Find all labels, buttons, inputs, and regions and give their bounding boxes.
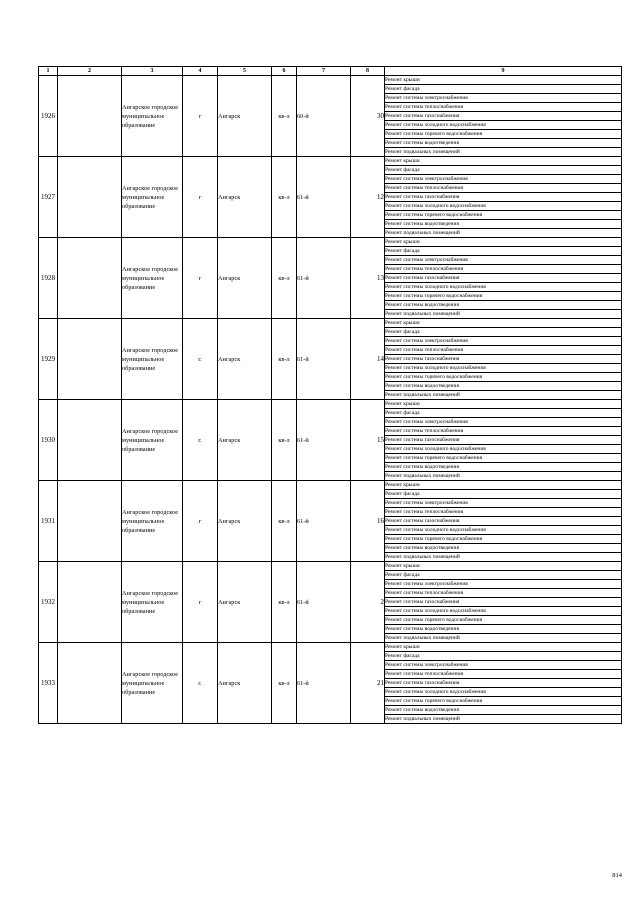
record-house: 13 — [351, 238, 385, 319]
work-item: Ремонт фасада — [385, 571, 622, 580]
record-house: 30 — [351, 76, 385, 157]
work-item: Ремонт подвальных помещений — [385, 148, 622, 157]
record-col2 — [58, 481, 122, 562]
record-col2 — [58, 76, 122, 157]
header-cell-8: 8 — [351, 67, 385, 76]
record-col2 — [58, 400, 122, 481]
record-district-type: кв-л — [272, 562, 297, 643]
record-city: Ангарск — [218, 400, 272, 481]
work-item: Ремонт системы водоотведения — [385, 625, 622, 634]
work-item: Ремонт системы газоснабжения — [385, 598, 622, 607]
work-item: Ремонт системы водоотведения — [385, 463, 622, 472]
header-row — [39, 67, 622, 76]
work-item: Ремонт системы горячего водоснабжения — [385, 616, 622, 625]
work-item: Ремонт крыши — [385, 319, 622, 328]
record-organization: Ангарское городское муниципальное образование — [122, 481, 183, 562]
table-row — [39, 481, 622, 490]
record-number: 1927 — [39, 157, 58, 238]
work-item: Ремонт системы холодного водоснабжения — [385, 202, 622, 211]
work-item: Ремонт фасада — [385, 247, 622, 256]
work-item: Ремонт фасада — [385, 409, 622, 418]
record-city: Ангарск — [218, 562, 272, 643]
work-item: Ремонт системы горячего водоснабжения — [385, 292, 622, 301]
work-item: Ремонт фасада — [385, 85, 622, 94]
work-item: Ремонт системы теплоснабжения — [385, 346, 622, 355]
record-district: 61-й — [297, 157, 351, 238]
record-col2 — [58, 238, 122, 319]
table-row — [39, 643, 622, 652]
table-row — [39, 157, 622, 166]
work-item: Ремонт системы газоснабжения — [385, 517, 622, 526]
work-item: Ремонт крыши — [385, 643, 622, 652]
table-row — [39, 319, 622, 328]
header-cell-1: 1 — [39, 67, 58, 76]
record-number: 1926 — [39, 76, 58, 157]
work-item: Ремонт системы теплоснабжения — [385, 265, 622, 274]
record-district: 61-й — [297, 400, 351, 481]
record-district: 61-й — [297, 319, 351, 400]
record-city: Ангарск — [218, 238, 272, 319]
work-item: Ремонт системы горячего водоснабжения — [385, 373, 622, 382]
header-cell-7: 7 — [297, 67, 351, 76]
work-item: Ремонт крыши — [385, 400, 622, 409]
header-cell-4: 4 — [183, 67, 218, 76]
record-organization: Ангарское городское муниципальное образование — [122, 319, 183, 400]
record-city-type: г — [183, 481, 218, 562]
record-house: 2 — [351, 562, 385, 643]
table-row — [39, 238, 622, 247]
work-item: Ремонт крыши — [385, 481, 622, 490]
record-district-type: кв-л — [272, 643, 297, 724]
work-item: Ремонт системы электроснабжения — [385, 94, 622, 103]
work-item: Ремонт фасада — [385, 166, 622, 175]
work-item: Ремонт системы электроснабжения — [385, 580, 622, 589]
header-cell-2: 2 — [58, 67, 122, 76]
header-cell-5: 5 — [218, 67, 272, 76]
record-house: 14 — [351, 319, 385, 400]
work-item: Ремонт системы горячего водоснабжения — [385, 697, 622, 706]
work-item: Ремонт системы теплоснабжения — [385, 508, 622, 517]
record-city: Ангарск — [218, 643, 272, 724]
work-item: Ремонт крыши — [385, 562, 622, 571]
record-district-type: кв-л — [272, 76, 297, 157]
work-item: Ремонт системы газоснабжения — [385, 679, 622, 688]
record-city: Ангарск — [218, 481, 272, 562]
record-city-type: г — [183, 76, 218, 157]
work-item: Ремонт подвальных помещений — [385, 229, 622, 238]
work-item: Ремонт подвальных помещений — [385, 634, 622, 643]
record-organization: Ангарское городское муниципальное образование — [122, 157, 183, 238]
work-item: Ремонт подвальных помещений — [385, 715, 622, 724]
work-item: Ремонт системы газоснабжения — [385, 112, 622, 121]
record-city-type: г — [183, 238, 218, 319]
work-item: Ремонт системы водоотведения — [385, 301, 622, 310]
record-organization: Ангарское городское муниципальное образование — [122, 76, 183, 157]
table-body — [39, 76, 622, 724]
work-item: Ремонт системы газоснабжения — [385, 193, 622, 202]
record-city-type: г — [183, 562, 218, 643]
work-item: Ремонт подвальных помещений — [385, 310, 622, 319]
record-number: 1932 — [39, 562, 58, 643]
record-organization: Ангарское городское муниципальное образование — [122, 238, 183, 319]
record-house: 12 — [351, 157, 385, 238]
record-district-type: кв-л — [272, 481, 297, 562]
work-item: Ремонт системы газоснабжения — [385, 274, 622, 283]
record-city-type: г — [183, 157, 218, 238]
record-organization: Ангарское городское муниципальное образование — [122, 643, 183, 724]
record-col2 — [58, 319, 122, 400]
work-item: Ремонт системы холодного водоснабжения — [385, 283, 622, 292]
record-district: 60-й — [297, 76, 351, 157]
work-item: Ремонт системы теплоснабжения — [385, 103, 622, 112]
work-item: Ремонт системы холодного водоснабжения — [385, 445, 622, 454]
work-item: Ремонт системы холодного водоснабжения — [385, 526, 622, 535]
work-item: Ремонт системы водоотведения — [385, 544, 622, 553]
work-item: Ремонт системы теплоснабжения — [385, 589, 622, 598]
work-item: Ремонт системы газоснабжения — [385, 436, 622, 445]
work-item: Ремонт системы холодного водоснабжения — [385, 121, 622, 130]
work-item: Ремонт подвальных помещений — [385, 472, 622, 481]
work-item: Ремонт подвальных помещений — [385, 391, 622, 400]
record-district: 61-й — [297, 481, 351, 562]
record-district-type: кв-л — [272, 400, 297, 481]
record-city: Ангарск — [218, 319, 272, 400]
record-col2 — [58, 643, 122, 724]
work-item: Ремонт системы газоснабжения — [385, 355, 622, 364]
work-item: Ремонт системы холодного водоснабжения — [385, 688, 622, 697]
table-row — [39, 76, 622, 85]
work-item: Ремонт системы электроснабжения — [385, 661, 622, 670]
work-item: Ремонт системы горячего водоснабжения — [385, 130, 622, 139]
header-cell-6: 6 — [272, 67, 297, 76]
work-item: Ремонт системы горячего водоснабжения — [385, 535, 622, 544]
record-district: 61-й — [297, 562, 351, 643]
work-item: Ремонт системы теплоснабжения — [385, 427, 622, 436]
record-organization: Ангарское городское муниципальное образование — [122, 562, 183, 643]
work-item: Ремонт системы холодного водоснабжения — [385, 364, 622, 373]
work-item: Ремонт системы электроснабжения — [385, 256, 622, 265]
record-city-type: г. — [183, 400, 218, 481]
record-district-type: кв-л — [272, 238, 297, 319]
work-item: Ремонт системы теплоснабжения — [385, 184, 622, 193]
work-item: Ремонт фасада — [385, 652, 622, 661]
record-col2 — [58, 562, 122, 643]
record-district-type: кв-л — [272, 319, 297, 400]
record-district: 61-й — [297, 643, 351, 724]
record-organization: Ангарское городское муниципальное образование — [122, 400, 183, 481]
table-row — [39, 562, 622, 571]
work-item: Ремонт подвальных помещений — [385, 553, 622, 562]
work-item: Ремонт системы водоотведения — [385, 706, 622, 715]
work-item: Ремонт системы водоотведения — [385, 139, 622, 148]
work-item: Ремонт системы электроснабжения — [385, 418, 622, 427]
works-table — [38, 66, 622, 724]
page-number: 814 — [612, 872, 622, 879]
work-item: Ремонт крыши — [385, 76, 622, 85]
record-city-type: г. — [183, 643, 218, 724]
record-number: 1929 — [39, 319, 58, 400]
record-number: 1930 — [39, 400, 58, 481]
work-item: Ремонт крыши — [385, 238, 622, 247]
record-number: 1928 — [39, 238, 58, 319]
work-item: Ремонт системы электроснабжения — [385, 175, 622, 184]
work-item: Ремонт системы электроснабжения — [385, 337, 622, 346]
work-item: Ремонт фасада — [385, 328, 622, 337]
work-item: Ремонт системы теплоснабжения — [385, 670, 622, 679]
record-col2 — [58, 157, 122, 238]
record-house: 16 — [351, 481, 385, 562]
work-item: Ремонт системы водоотведения — [385, 382, 622, 391]
work-item: Ремонт системы электроснабжения — [385, 499, 622, 508]
work-item: Ремонт фасада — [385, 490, 622, 499]
work-item: Ремонт системы водоотведения — [385, 220, 622, 229]
record-district: 61-й — [297, 238, 351, 319]
table-row — [39, 400, 622, 409]
record-city-type: г. — [183, 319, 218, 400]
record-district-type: кв-л — [272, 157, 297, 238]
work-item: Ремонт системы горячего водоснабжения — [385, 211, 622, 220]
header-cell-3: 3 — [122, 67, 183, 76]
work-item: Ремонт крыши — [385, 157, 622, 166]
record-number: 1933 — [39, 643, 58, 724]
record-house: 15 — [351, 400, 385, 481]
work-item: Ремонт системы холодного водоснабжения — [385, 607, 622, 616]
record-house: 21 — [351, 643, 385, 724]
record-number: 1931 — [39, 481, 58, 562]
record-city: Ангарск — [218, 76, 272, 157]
work-item: Ремонт системы горячего водоснабжения — [385, 454, 622, 463]
header-cell-9: 9 — [385, 67, 622, 76]
record-city: Ангарск — [218, 157, 272, 238]
